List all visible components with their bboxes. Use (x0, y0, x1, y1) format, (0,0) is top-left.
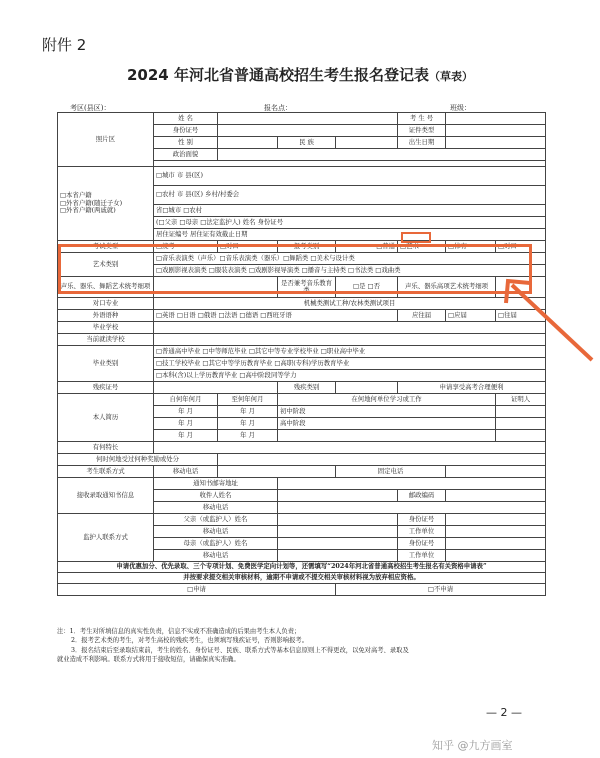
watermark: 知乎 @九方画室 (432, 739, 513, 752)
music-item-label: 声乐、器乐、舞蹈艺术统考细项 (58, 277, 154, 298)
father-id-field[interactable] (446, 514, 546, 526)
arrow-icon (500, 275, 600, 365)
note-line: 2．报考艺术类的考生，对考生高校的残疾考生，也须填写残疾证号，否则影响报考。 (71, 637, 308, 645)
gender-field[interactable] (218, 137, 278, 149)
residence-row-3[interactable]: 省□城市 □农村 (154, 205, 546, 217)
title-main: 2024 年河北省普通高校招生考生报名登记表 (127, 66, 429, 84)
father-mobile-field[interactable] (278, 526, 398, 538)
page-number: — 2 — (486, 706, 522, 719)
apply-yes[interactable]: □申请 (58, 584, 336, 596)
father-work-field[interactable] (446, 526, 546, 538)
receiver-label: 收件人姓名 (154, 490, 278, 502)
art-category-label: 艺术类别 (58, 253, 154, 277)
graduation-school-label: 毕业学校 (58, 322, 154, 334)
exam-type-unified[interactable]: □统考 (154, 241, 218, 253)
graduate-status-label: 应往届 (398, 310, 446, 322)
exam-no-field[interactable] (446, 113, 546, 125)
cert-type-field[interactable] (446, 125, 546, 137)
admission-notice-label: 接收录取通知书信息 (58, 478, 154, 514)
resume-from-header: 自何年何月 (154, 394, 218, 406)
resume-to-date[interactable]: 年 月 (218, 406, 278, 418)
father-name-label: 父亲（或监护人）姓名 (154, 514, 278, 526)
mother-mobile-label: 移动电话 (154, 550, 278, 562)
resume-stage[interactable]: 初中阶段 (278, 406, 496, 418)
exam-type-label: 考试类型 (58, 241, 154, 253)
id-no-field[interactable] (218, 125, 398, 137)
mother-name-label: 母亲（或监护人）姓名 (154, 538, 278, 550)
residence-row-1[interactable]: □城市 市 县(区) (154, 167, 546, 186)
exam-no-label: 考 生 号 (398, 113, 446, 125)
highlight-frame (58, 244, 532, 294)
vocational-major-field[interactable]: 机械类测试工种/农林类测试项目 (154, 298, 546, 310)
residence-options[interactable] (58, 167, 154, 241)
mother-name-field[interactable] (278, 538, 398, 550)
art-options-line-2[interactable]: □戏剧影视表演类 □服装表演类 □戏剧影视导演类 □播音与主持类 □书法类 □戏曲类 (154, 265, 546, 277)
exam-type-vocational[interactable]: □对口 (218, 241, 278, 253)
resume-stage[interactable] (278, 430, 496, 442)
resume-witness[interactable] (496, 406, 546, 418)
district-label: 考区(县区)： (70, 104, 111, 112)
class-label: 班级： (450, 104, 471, 112)
registration-form (57, 112, 546, 596)
receiver-mobile-field[interactable] (278, 502, 546, 514)
graduate-current[interactable]: □应届 (446, 310, 496, 322)
residence-row-4[interactable]: (□父亲 □母亲 □法定监护人) 姓名 身份证号 (154, 217, 546, 229)
gender-label: 性 别 (154, 137, 218, 149)
category-vocational[interactable]: □对口 (496, 241, 546, 253)
category-sports[interactable]: □体育 (446, 241, 496, 253)
receiver-field[interactable] (278, 490, 398, 502)
language-options[interactable]: □英语 □日语 □俄语 □法语 □德语 □西班牙语 (154, 310, 398, 322)
resume-from-date[interactable]: 年 月 (154, 430, 218, 442)
apply-line-1: 申请优惠加分、优先录取、三个专项计划、免费医学定向计划等，还需填写“2024年河北省普通高校招生考生报名有关资格申请表” (58, 562, 546, 573)
zip-label: 邮政编码 (398, 490, 446, 502)
mail-address-label: 通知书邮寄地址 (154, 478, 278, 490)
note-line: 就业造成不利影响。联系方式将用于接收短信，请确保真实准确。 (57, 656, 240, 664)
category-label: 报考类别 (278, 241, 336, 253)
accommodation-label: 申请享受高考合理便利 (398, 382, 546, 394)
music-edu-label: 是否兼考音乐教育类 (278, 277, 336, 298)
resume-where-header: 在何地何单位学习或工作 (278, 394, 496, 406)
mother-work-field[interactable] (446, 550, 546, 562)
resume-to-header: 至何年何月 (218, 394, 278, 406)
resume-to-date[interactable]: 年 月 (218, 418, 278, 430)
residence-row-5[interactable]: 居住证编号 居住证有效截止日期 (154, 229, 546, 241)
rewards-field[interactable] (218, 454, 546, 466)
site-label: 报名点： (264, 104, 292, 112)
birth-label: 出生日期 (398, 137, 446, 149)
current-school-label: 当前就读学校 (58, 334, 154, 346)
notes (57, 627, 545, 665)
contact-mobile-label: 移动电话 (154, 466, 218, 478)
resume-witness-header: 证明人 (496, 394, 546, 406)
graduation-type-label: 毕业类别 (58, 346, 154, 382)
disability-type-label: 残疾类别 (278, 382, 336, 394)
resume-label: 本人简历 (58, 394, 154, 442)
music-edu-no[interactable]: □否 (367, 282, 380, 291)
cert-type-label: 证件类型 (398, 125, 446, 137)
contact-label: 考生联系方式 (58, 466, 154, 478)
residence-option[interactable]: □外省户籍(随迁子女) (60, 198, 123, 207)
graduation-type-line-1[interactable]: □普通高中毕业 □中等师范毕业 □其它中等专业学校毕业 □职业高中毕业 (154, 346, 546, 358)
graduate-previous[interactable]: □往届 (496, 310, 546, 322)
birth-field[interactable] (446, 137, 546, 149)
father-id-label: 身份证号 (398, 514, 446, 526)
father-mobile-label: 移动电话 (154, 526, 278, 538)
attachment-label: 附件 2 (42, 36, 87, 54)
politics-field[interactable] (218, 149, 546, 161)
graduation-school-field[interactable] (154, 322, 546, 334)
note-line: 注：1．考生对所填信息的真实性负责，信息不实或不准确造成的后果由考生本人负责； (57, 628, 301, 635)
mother-id-label: 身份证号 (398, 538, 446, 550)
current-school-field[interactable] (154, 334, 546, 346)
politics-label: 政治面貌 (154, 149, 218, 161)
contact-mobile-field[interactable] (218, 466, 336, 478)
specialty-label: 有何特长 (58, 442, 154, 454)
apply-line-2: 并按要求提交相关审核材料，逾期不申请或不提交相关审核材料视为放弃相应资格。 (58, 573, 546, 584)
graduation-type-line-2[interactable]: □技工学校毕业 □其它中等学历教育毕业 □高职(专科)学历教育毕业 (154, 358, 546, 370)
zip-field[interactable] (446, 490, 546, 502)
ethnicity-field[interactable] (336, 137, 398, 149)
mother-id-field[interactable] (446, 538, 546, 550)
resume-stage[interactable]: 高中阶段 (278, 418, 496, 430)
mail-address-field[interactable] (278, 478, 546, 490)
name-field[interactable] (218, 113, 398, 125)
name-label: 姓 名 (154, 113, 218, 125)
language-label: 外语语种 (58, 310, 154, 322)
page-title (0, 64, 600, 85)
category-regular[interactable]: □普通 (336, 241, 398, 253)
high-item-label: 声乐、器乐高项艺术统考细项 (398, 277, 496, 298)
rewards-label: 何时何地受过何种奖励或处分 (58, 454, 218, 466)
guardian-label: 监护人联系方式 (58, 514, 154, 562)
id-no-label: 身份证号 (154, 125, 218, 137)
resume-to-date[interactable]: 年 月 (218, 430, 278, 442)
title-draft: （草表） (428, 70, 473, 83)
residence-option[interactable]: □外省户籍(两戚就) (60, 206, 116, 215)
ethnicity-label: 民 族 (278, 137, 336, 149)
category-art[interactable]: □艺术 (398, 241, 446, 253)
music-edu-yes[interactable]: □是 (353, 282, 366, 291)
specialty-field[interactable] (154, 442, 546, 454)
apply-no[interactable]: □不申请 (336, 584, 546, 596)
residence-option[interactable]: □本省户籍 (60, 191, 92, 200)
disability-type-field[interactable] (336, 382, 398, 394)
disability-cert-field[interactable] (154, 382, 278, 394)
vocational-major-label: 对口专业 (58, 298, 154, 310)
resume-witness[interactable] (496, 418, 546, 430)
graduation-type-line-3[interactable]: □本科(含)以上学历教育毕业 □高中阶段同等学力 (154, 370, 546, 382)
mother-mobile-field[interactable] (278, 550, 398, 562)
note-line: 3．报名结束后至录取结束前，考生的姓名、身份证号、民族、联系方式等基本信息原则上不得更改，以免对高考、录取及 (71, 646, 409, 654)
disability-cert-label: 残疾证号 (58, 382, 154, 394)
mother-work-label: 工作单位 (398, 550, 446, 562)
resume-from-date[interactable]: 年 月 (154, 406, 218, 418)
contact-phone-field[interactable] (446, 466, 546, 478)
resume-from-date[interactable]: 年 月 (154, 418, 218, 430)
father-work-label: 工作单位 (398, 526, 446, 538)
resume-witness[interactable] (496, 430, 546, 442)
father-name-field[interactable] (278, 514, 398, 526)
art-options-line-1[interactable]: □音乐表演类（声乐）□音乐表演类（器乐）□舞蹈类 □美术与设计类 (154, 253, 546, 265)
residence-row-2[interactable]: □农村 市 县(区) 乡村/村委会 (154, 186, 546, 205)
receiver-mobile-label: 移动电话 (154, 502, 278, 514)
photo-area: 照片区 (58, 113, 154, 167)
highlight-art-checkbox (401, 232, 431, 243)
contact-phone-label: 固定电话 (336, 466, 446, 478)
